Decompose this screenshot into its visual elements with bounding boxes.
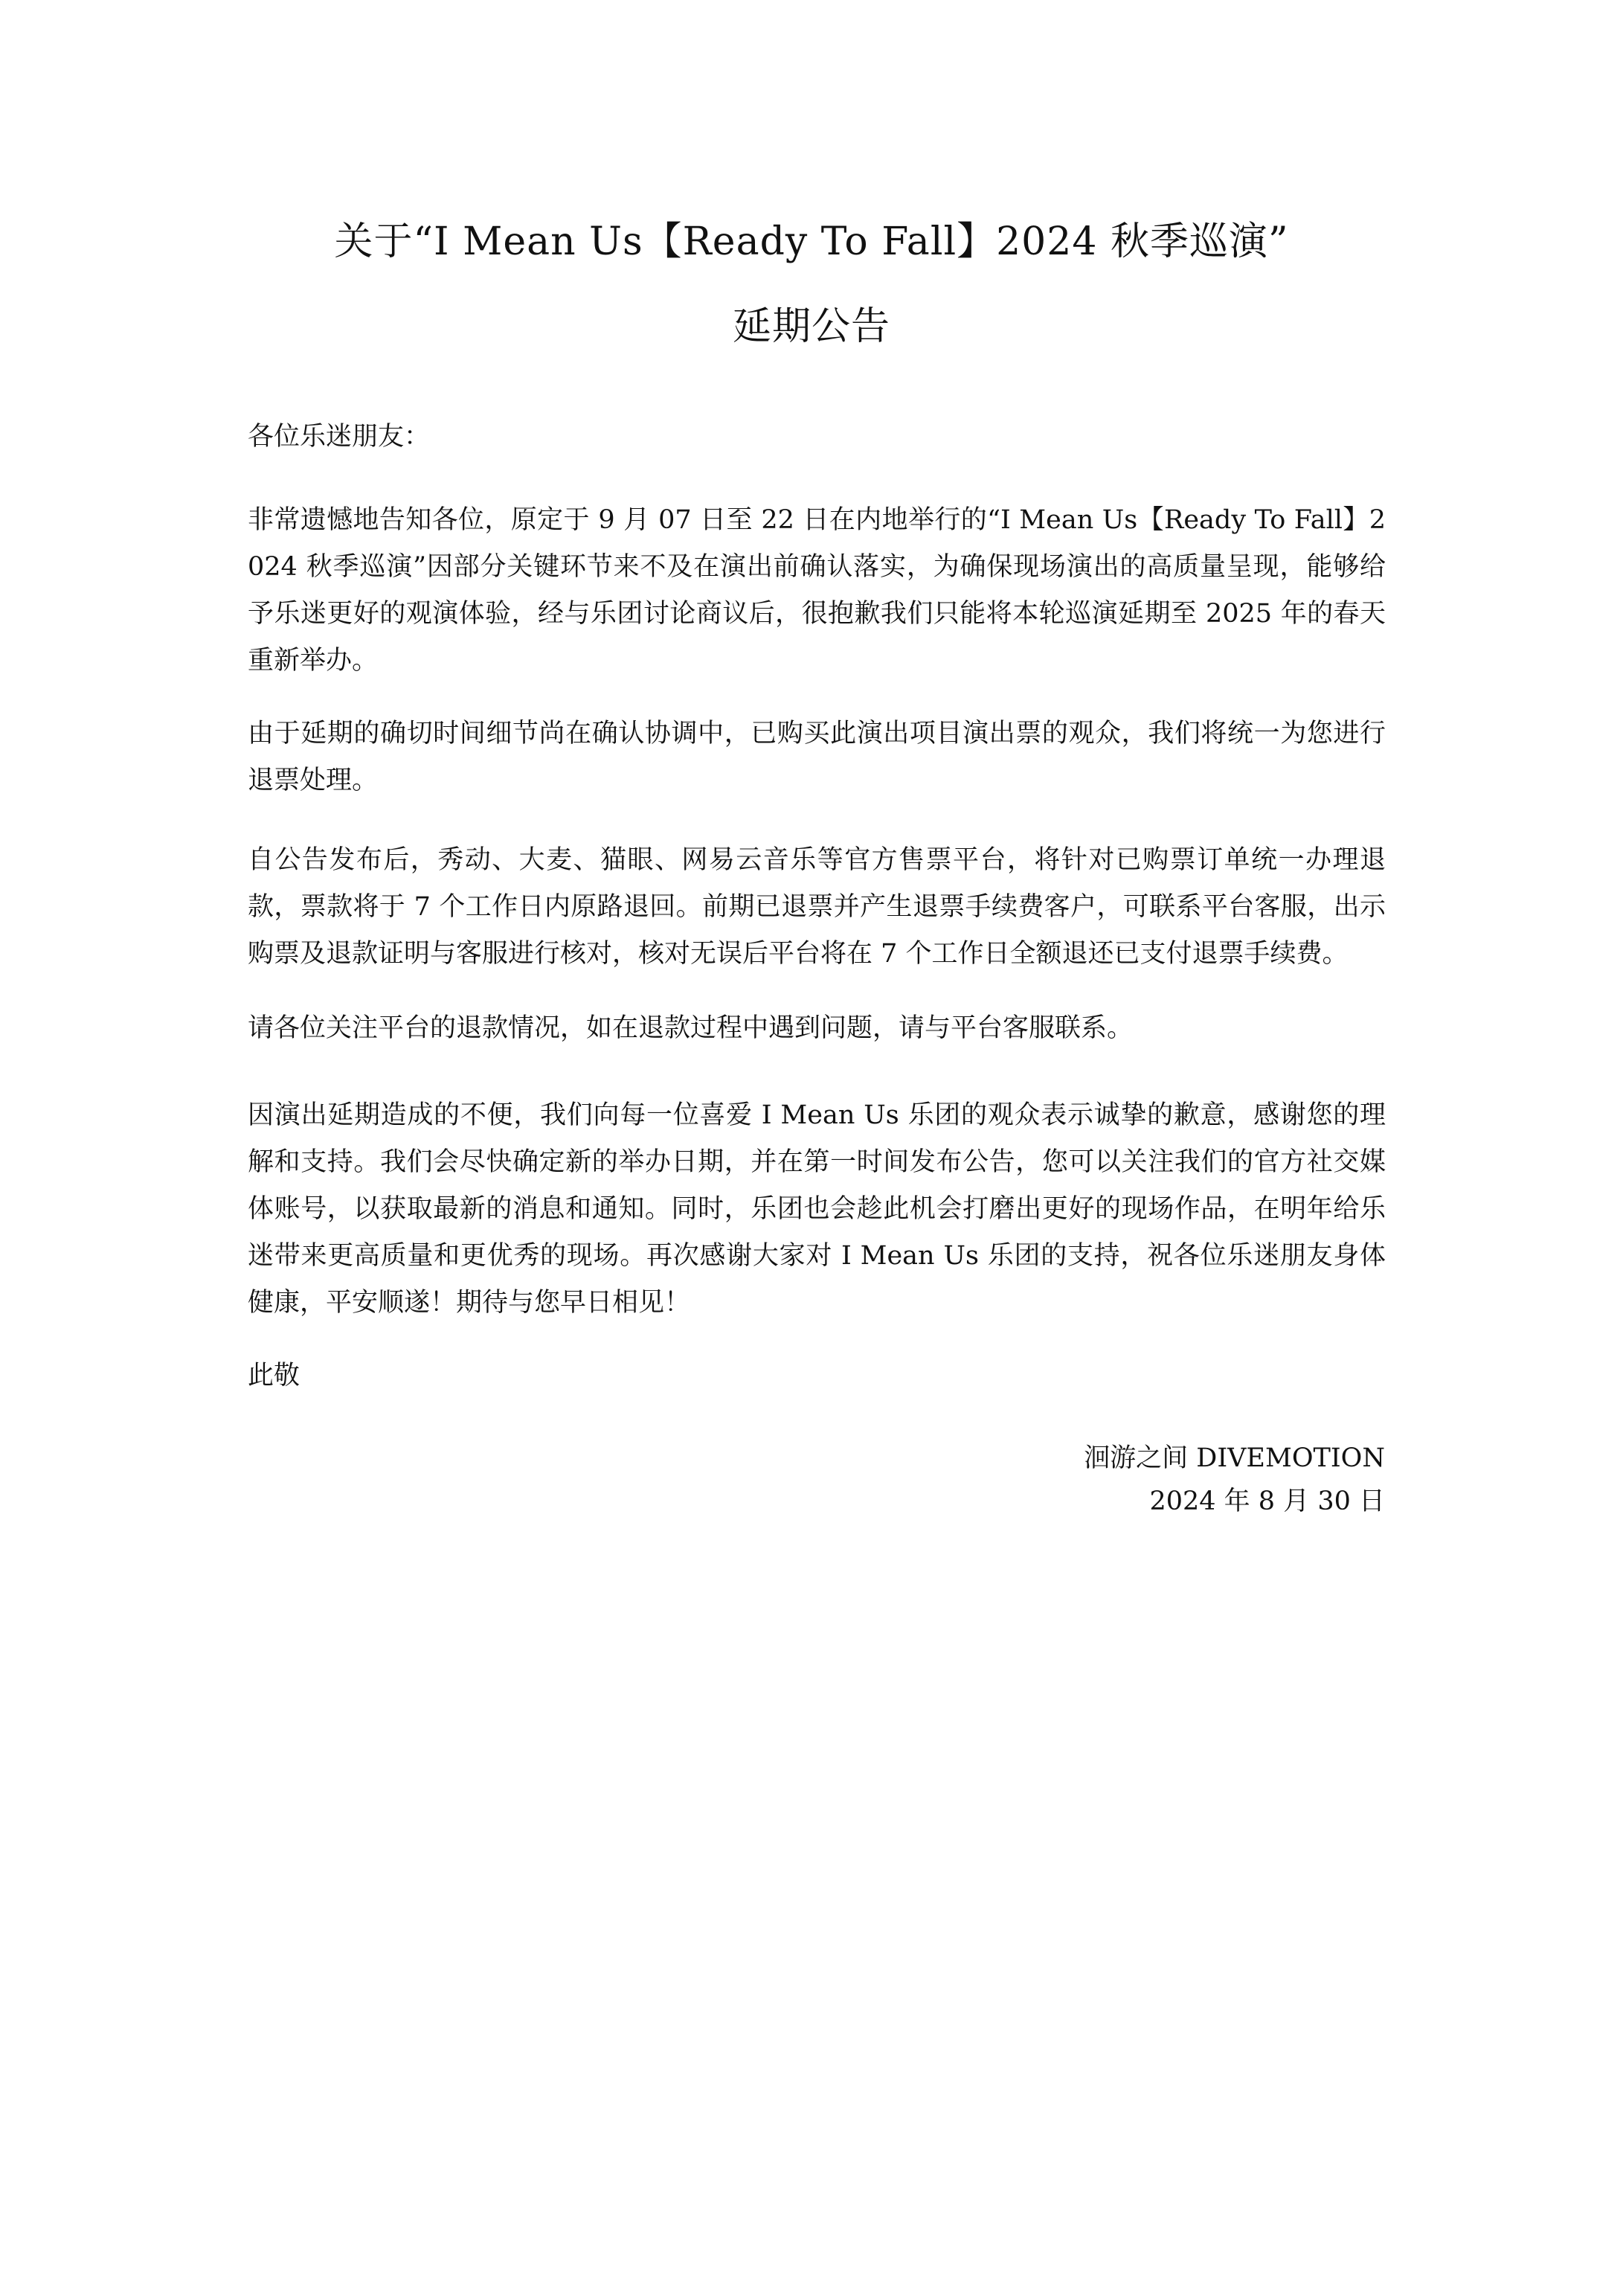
document-title-line-2: 延期公告 (732, 304, 890, 349)
document-title-line-1: 关于“I Mean Us【Ready To Fall】2024 秋季巡演” (334, 219, 1289, 264)
greeting: 各位乐迷朋友： (248, 422, 431, 452)
paragraph-refund-contact: 请各位关注平台的退款情况，如在退款过程中遇到问题，请与平台客服联系。 (248, 1013, 1134, 1043)
signature-organization: 洄游之间 DIVEMOTION (1084, 1443, 1385, 1473)
paragraph-refund-process: 自公告发布后，秀动、大麦、猫眼、网易云音乐等官方售票平台，将针对已购票订单统一办理退款，票款将于 7 个工作日内原路退回。前期已退票并产生退票手续费客户，可联系平台客服，出示购票及退款证明与客服进行核对，核对无误后平台将在 7 个工作日全额退还已支付退票手续费。 (248, 845, 1386, 969)
signature-date: 2024 年 8 月 30 日 (1149, 1487, 1385, 1516)
paragraph-apology: 因演出延期造成的不便，我们向每一位喜爱 I Mean Us 乐团的观众表示诚挚的歉意，感谢您的理解和支持。我们会尽快确定新的举办日期，并在第一时间发布公告，您可以关注我们的官方社交媒体账号，以获取最新的消息和通知。同时，乐团也会趁此机会打磨出更好的现场作品，在明年给乐迷带来更高质量和更优秀的现场。再次感谢大家对 I Mean Us 乐团的支持，祝各位乐迷朋友身体健康，平安顺遂！期待与您早日相见！ (248, 1100, 1386, 1318)
paragraph-postponement: 非常遗憾地告知各位，原定于 9 月 07 日至 22 日在内地举行的“I Mean Us【Ready To Fall】2024 秋季巡演”因部分关键环节来不及在演出前确认落实，为确保现场演出的高质量呈现，能够给予乐迷更好的观演体验，经与乐团讨论商议后，很抱歉我们只能将本轮巡演延期至 2025 年的春天重新举办。 (248, 505, 1386, 676)
paragraph-refund-notice: 由于延期的确切时间细节尚在确认协调中，已购买此演出项目演出票的观众，我们将统一为您进行退票处理。 (248, 719, 1386, 795)
closing: 此敬 (248, 1361, 301, 1391)
